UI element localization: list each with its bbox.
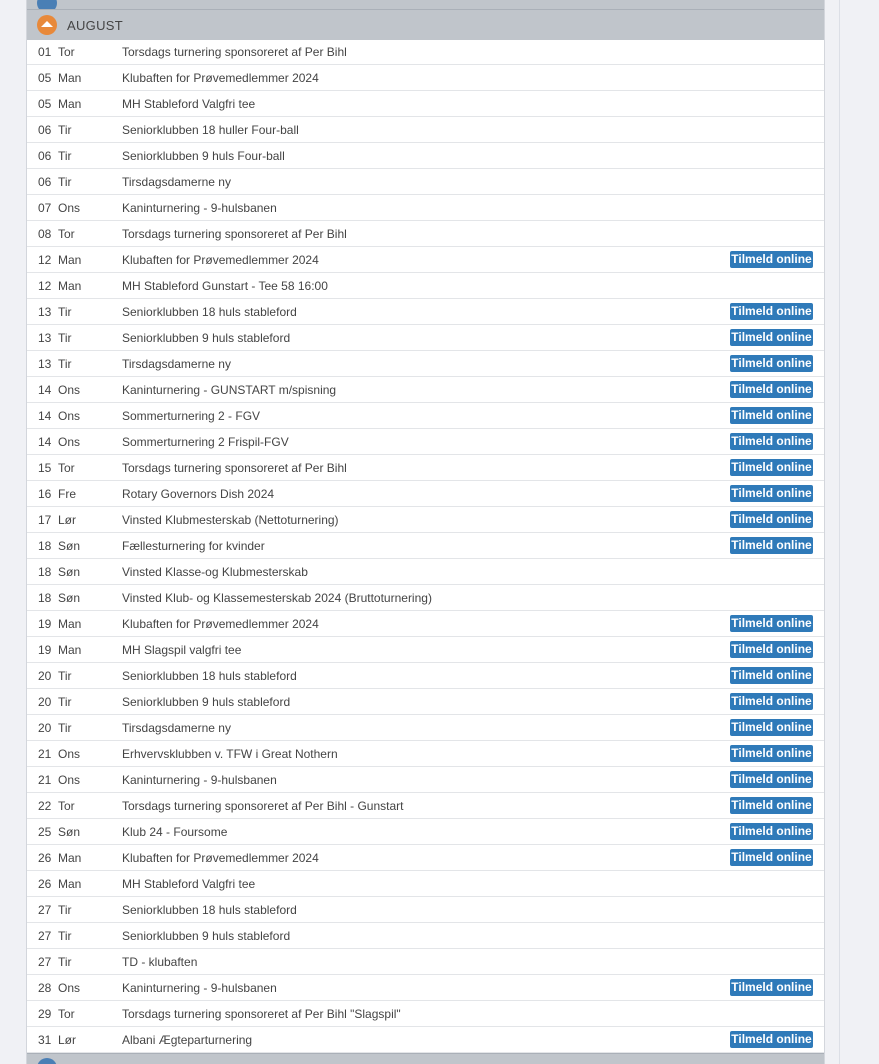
event-day: 08 xyxy=(38,226,52,241)
event-row[interactable] xyxy=(27,819,824,845)
signup-online-button[interactable]: Tilmeld online xyxy=(731,746,812,760)
event-title-link[interactable]: Torsdags turnering sponsoreret af Per Bihl xyxy=(122,460,347,475)
event-title-link[interactable]: Klubaften for Prøvemedlemmer 2024 xyxy=(122,616,319,631)
event-weekday: Man xyxy=(58,252,82,267)
event-day: 01 xyxy=(38,44,52,59)
event-day: 31 xyxy=(38,1032,52,1047)
event-weekday: Tir xyxy=(58,304,72,319)
event-weekday: Tir xyxy=(58,122,72,137)
event-row[interactable] xyxy=(27,871,824,897)
event-row[interactable] xyxy=(27,273,824,299)
signup-online-button[interactable]: Tilmeld online xyxy=(731,512,812,526)
event-weekday: Ons xyxy=(58,980,81,995)
event-row[interactable] xyxy=(27,637,824,663)
collapse-toggle-icon[interactable] xyxy=(37,15,57,35)
signup-online-button[interactable]: Tilmeld online xyxy=(731,356,812,370)
event-weekday: Tir xyxy=(58,720,72,735)
event-row[interactable] xyxy=(27,1001,824,1027)
signup-online-button[interactable]: Tilmeld online xyxy=(731,720,812,734)
signup-online-button[interactable]: Tilmeld online xyxy=(731,694,812,708)
event-weekday: Man xyxy=(58,278,82,293)
event-title-link[interactable]: Rotary Governors Dish 2024 xyxy=(122,486,275,501)
event-title-link[interactable]: Klub 24 - Foursome xyxy=(122,824,228,839)
signup-online-button[interactable]: Tilmeld online xyxy=(731,1032,812,1046)
event-row[interactable] xyxy=(27,325,824,351)
event-title-link[interactable]: Erhvervsklubben v. TFW i Great Nothern xyxy=(122,746,338,761)
event-title-link[interactable]: Kaninturnering - GUNSTART m/spisning xyxy=(122,382,337,397)
event-title-link[interactable]: Seniorklubben 9 huls stableford xyxy=(122,330,291,345)
event-weekday: Ons xyxy=(58,200,81,215)
event-weekday: Tir xyxy=(58,928,72,943)
event-day: 26 xyxy=(38,876,52,891)
signup-online-button[interactable]: Tilmeld online xyxy=(731,668,812,682)
event-day: 12 xyxy=(38,278,52,293)
event-day: 18 xyxy=(38,564,52,579)
event-row[interactable] xyxy=(27,897,824,923)
event-weekday: Ons xyxy=(58,434,81,449)
event-row[interactable] xyxy=(27,949,824,975)
event-row[interactable] xyxy=(27,663,824,689)
event-weekday: Tir xyxy=(58,174,72,189)
event-row[interactable] xyxy=(27,299,824,325)
event-title-link[interactable]: MH Stableford Valgfri tee xyxy=(122,876,256,891)
event-row[interactable] xyxy=(27,403,824,429)
event-day: 13 xyxy=(38,304,52,319)
event-title-link[interactable]: Seniorklubben 18 huls stableford xyxy=(122,668,297,683)
event-weekday: Søn xyxy=(58,824,81,839)
event-row[interactable] xyxy=(27,39,824,65)
event-list xyxy=(27,39,824,1053)
event-row[interactable] xyxy=(27,559,824,585)
event-weekday: Tir xyxy=(58,954,72,969)
event-title-link[interactable]: Seniorklubben 9 huls Four-ball xyxy=(122,148,285,163)
event-title-link[interactable]: Tirsdagsdamerne ny xyxy=(122,174,231,189)
event-day: 26 xyxy=(38,850,52,865)
event-day: 20 xyxy=(38,720,52,735)
event-weekday: Tir xyxy=(58,668,72,683)
event-weekday: Man xyxy=(58,642,82,657)
event-title-link[interactable]: Tirsdagsdamerne ny xyxy=(122,720,231,735)
event-row[interactable] xyxy=(27,1027,824,1053)
event-day: 15 xyxy=(38,460,52,475)
event-row[interactable] xyxy=(27,793,824,819)
event-title-link[interactable]: Klubaften for Prøvemedlemmer 2024 xyxy=(122,252,319,267)
event-day: 27 xyxy=(38,928,52,943)
event-weekday: Tor xyxy=(58,1006,75,1021)
signup-online-button[interactable]: Tilmeld online xyxy=(731,408,812,422)
signup-online-button[interactable]: Tilmeld online xyxy=(731,850,812,864)
event-weekday: Tir xyxy=(58,902,72,917)
event-title-link[interactable]: Kaninturnering - 9-hulsbanen xyxy=(122,200,277,215)
event-title-link[interactable]: Sommerturnering 2 Frispil-FGV xyxy=(122,434,289,449)
event-weekday: Tor xyxy=(58,460,75,475)
arrow-up-icon xyxy=(41,21,53,27)
signup-online-button[interactable]: Tilmeld online xyxy=(731,538,812,552)
event-row[interactable] xyxy=(27,65,824,91)
event-row[interactable] xyxy=(27,741,824,767)
signup-online-button[interactable]: Tilmeld online xyxy=(731,824,812,838)
event-weekday: Man xyxy=(58,876,82,891)
event-title-link[interactable]: Albani Ægteparturnering xyxy=(122,1032,253,1047)
event-row[interactable] xyxy=(27,377,824,403)
event-title-link[interactable]: Seniorklubben 9 huls stableford xyxy=(122,928,291,943)
event-title-link[interactable]: Torsdags turnering sponsoreret af Per Bihl "Slagspil" xyxy=(122,1006,401,1021)
event-weekday: Ons xyxy=(58,408,81,423)
month-header-previous[interactable] xyxy=(27,0,824,9)
event-weekday: Man xyxy=(58,616,82,631)
event-day: 06 xyxy=(38,148,52,163)
month-label: AUGUST xyxy=(67,18,123,33)
event-day: 13 xyxy=(38,356,52,371)
event-row[interactable] xyxy=(27,715,824,741)
signup-online-button[interactable]: Tilmeld online xyxy=(731,486,812,500)
event-day: 19 xyxy=(38,616,52,631)
event-title-link[interactable]: Seniorklubben 9 huls stableford xyxy=(122,694,291,709)
event-title-link[interactable]: Sommerturnering 2 - FGV xyxy=(122,408,261,423)
event-day: 25 xyxy=(38,824,52,839)
event-title-link[interactable]: MH Slagspil valgfri tee xyxy=(122,642,242,657)
event-title-link[interactable]: Fællesturnering for kvinder xyxy=(122,538,265,553)
event-title-link[interactable]: Torsdags turnering sponsoreret af Per Bihl xyxy=(122,226,347,241)
event-title-link[interactable]: Klubaften for Prøvemedlemmer 2024 xyxy=(122,850,319,865)
event-day: 20 xyxy=(38,694,52,709)
expand-toggle-icon[interactable] xyxy=(37,1058,57,1064)
event-weekday: Tor xyxy=(58,44,75,59)
event-day: 22 xyxy=(38,798,52,813)
signup-online-button[interactable]: Tilmeld online xyxy=(731,382,812,396)
event-day: 06 xyxy=(38,174,52,189)
event-row[interactable] xyxy=(27,195,824,221)
event-row[interactable] xyxy=(27,247,824,273)
event-weekday: Man xyxy=(58,70,82,85)
signup-online-button[interactable]: Tilmeld online xyxy=(731,304,812,318)
event-title-link[interactable]: Kaninturnering - 9-hulsbanen xyxy=(122,772,277,787)
event-title-link[interactable]: Torsdags turnering sponsoreret af Per Bihl - Gunstart xyxy=(122,798,404,813)
event-day: 28 xyxy=(38,980,52,995)
page-divider xyxy=(839,0,840,1064)
event-title-link[interactable]: Vinsted Klubmesterskab (Nettoturnering) xyxy=(122,512,339,527)
event-day: 13 xyxy=(38,330,52,345)
event-row[interactable] xyxy=(27,91,824,117)
event-weekday: Man xyxy=(58,96,82,111)
event-row[interactable] xyxy=(27,455,824,481)
event-weekday: Fre xyxy=(58,486,76,501)
event-day: 05 xyxy=(38,96,52,111)
event-title-link[interactable]: Seniorklubben 18 huls stableford xyxy=(122,304,297,319)
event-title-link[interactable]: TD - klubaften xyxy=(122,954,198,969)
event-title-link[interactable]: MH Stableford Valgfri tee xyxy=(122,96,256,111)
event-day: 05 xyxy=(38,70,52,85)
event-day: 14 xyxy=(38,382,52,397)
event-day: 27 xyxy=(38,902,52,917)
event-title-link[interactable]: MH Stableford Gunstart - Tee 58 16:00 xyxy=(122,278,328,293)
signup-online-button[interactable]: Tilmeld online xyxy=(731,330,812,344)
event-weekday: Ons xyxy=(58,382,81,397)
event-day: 19 xyxy=(38,642,52,657)
event-title-link[interactable]: Vinsted Klasse-og Klubmesterskab xyxy=(122,564,308,579)
event-title-link[interactable]: Vinsted Klub- og Klassemesterskab 2024 (Bruttoturnering) xyxy=(122,590,432,605)
event-weekday: Man xyxy=(58,850,82,865)
signup-online-button[interactable]: Tilmeld online xyxy=(731,642,812,656)
event-day: 12 xyxy=(38,252,52,267)
signup-online-button[interactable]: Tilmeld online xyxy=(731,434,812,448)
event-row[interactable] xyxy=(27,221,824,247)
event-weekday: Tir xyxy=(58,694,72,709)
event-title-link[interactable]: Seniorklubben 18 huller Four-ball xyxy=(122,122,299,137)
signup-online-button[interactable]: Tilmeld online xyxy=(731,980,812,994)
event-day: 14 xyxy=(38,434,52,449)
month-header-next[interactable] xyxy=(27,1053,824,1064)
event-day: 18 xyxy=(38,538,52,553)
event-day: 21 xyxy=(38,746,52,761)
event-day: 07 xyxy=(38,200,52,215)
event-row[interactable] xyxy=(27,351,824,377)
signup-online-button[interactable]: Tilmeld online xyxy=(731,460,812,474)
event-row[interactable] xyxy=(27,507,824,533)
signup-online-button[interactable]: Tilmeld online xyxy=(731,616,812,630)
event-row[interactable] xyxy=(27,767,824,793)
event-row[interactable] xyxy=(27,143,824,169)
event-row[interactable] xyxy=(27,481,824,507)
event-day: 06 xyxy=(38,122,52,137)
event-row[interactable] xyxy=(27,533,824,559)
event-weekday: Tir xyxy=(58,356,72,371)
event-day: 27 xyxy=(38,954,52,969)
event-row[interactable] xyxy=(27,845,824,871)
event-title-link[interactable]: Tirsdagsdamerne ny xyxy=(122,356,231,371)
event-weekday: Lør xyxy=(58,512,76,527)
event-title-link[interactable]: Torsdags turnering sponsoreret af Per Bihl xyxy=(122,44,347,59)
event-weekday: Ons xyxy=(58,772,81,787)
event-row[interactable] xyxy=(27,585,824,611)
event-row[interactable] xyxy=(27,975,824,1001)
event-weekday: Søn xyxy=(58,538,81,553)
event-day: 18 xyxy=(38,590,52,605)
event-weekday: Tir xyxy=(58,330,72,345)
event-weekday: Tir xyxy=(58,148,72,163)
event-weekday: Tor xyxy=(58,226,75,241)
event-row[interactable] xyxy=(27,689,824,715)
event-weekday: Tor xyxy=(58,798,75,813)
event-weekday: Søn xyxy=(58,564,81,579)
event-weekday: Søn xyxy=(58,590,81,605)
event-row[interactable] xyxy=(27,169,824,195)
event-day: 17 xyxy=(38,512,52,527)
event-day: 21 xyxy=(38,772,52,787)
event-row[interactable] xyxy=(27,923,824,949)
signup-online-button[interactable]: Tilmeld online xyxy=(731,798,812,812)
event-day: 14 xyxy=(38,408,52,423)
event-weekday: Ons xyxy=(58,746,81,761)
signup-online-button[interactable]: Tilmeld online xyxy=(731,772,812,786)
event-day: 20 xyxy=(38,668,52,683)
event-title-link[interactable]: Kaninturnering - 9-hulsbanen xyxy=(122,980,277,995)
event-row[interactable] xyxy=(27,117,824,143)
event-title-link[interactable]: Seniorklubben 18 huls stableford xyxy=(122,902,297,917)
event-row[interactable] xyxy=(27,611,824,637)
calendar-panel xyxy=(26,0,825,1064)
month-header-august[interactable] xyxy=(27,9,824,40)
event-day: 29 xyxy=(38,1006,52,1021)
event-weekday: Lør xyxy=(58,1032,76,1047)
event-row[interactable] xyxy=(27,429,824,455)
event-title-link[interactable]: Klubaften for Prøvemedlemmer 2024 xyxy=(122,70,319,85)
signup-online-button[interactable]: Tilmeld online xyxy=(731,252,812,266)
event-day: 16 xyxy=(38,486,52,501)
